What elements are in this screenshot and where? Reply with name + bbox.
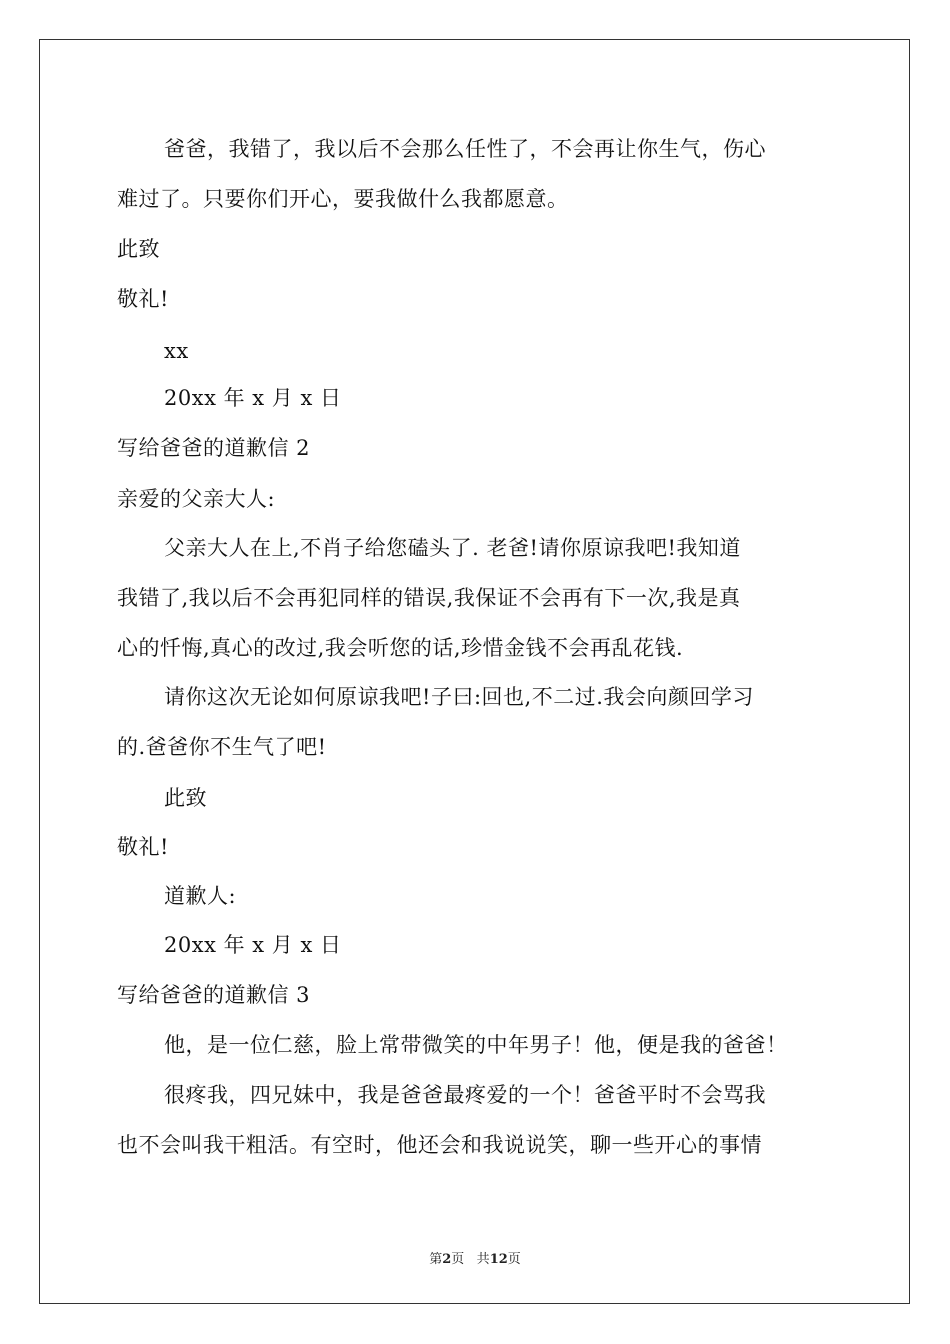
paragraph-line: 父亲大人在上,不肖子给您磕头了. 老爸!请你原谅我吧!我知道 bbox=[164, 536, 741, 560]
greeting-line: 亲爱的父亲大人: bbox=[117, 487, 276, 511]
footer-prefix: 第 bbox=[429, 1252, 443, 1267]
section-title: 写给爸爸的道歉信 3 bbox=[117, 983, 311, 1007]
closing-line: 此致 bbox=[164, 786, 207, 810]
page-footer bbox=[0, 1248, 950, 1267]
paragraph-line: 难过了。只要你们开心，要我做什么我都愿意。 bbox=[117, 187, 569, 211]
salutation-line: 敬礼! bbox=[117, 835, 169, 859]
paragraph-line: 爸爸，我错了，我以后不会那么任性了，不会再让你生气，伤心 bbox=[164, 137, 766, 161]
paragraph-line: 心的忏悔,真心的改过,我会听您的话,珍惜金钱不会再乱花钱. bbox=[117, 636, 684, 660]
section-title: 写给爸爸的道歉信 2 bbox=[117, 436, 311, 460]
paragraph-line: 也不会叫我干粗活。有空时，他还会和我说说笑，聊一些开心的事情 bbox=[117, 1133, 762, 1157]
salutation-line: 敬礼! bbox=[117, 287, 169, 311]
paragraph-line: 的.爸爸你不生气了吧! bbox=[117, 735, 327, 759]
footer-total-unit: 页 bbox=[507, 1252, 521, 1267]
paragraph-line: 他，是一位仁慈，脸上常带微笑的中年男子！他，便是我的爸爸！ bbox=[164, 1033, 788, 1057]
closing-line: 此致 bbox=[117, 237, 160, 261]
date-line: 20xx 年 x 月 x 日 bbox=[164, 386, 342, 410]
paragraph-line: 很疼我，四兄妹中，我是爸爸最疼爱的一个！爸爸平时不会骂我 bbox=[164, 1083, 766, 1107]
footer-page-unit: 页 bbox=[451, 1252, 465, 1267]
paragraph-line: 我错了,我以后不会再犯同样的错误,我保证不会再有下一次,我是真 bbox=[117, 586, 741, 610]
footer-total-pages: 12 bbox=[489, 1252, 508, 1267]
signature-line: 道歉人: bbox=[164, 884, 237, 908]
footer-total-prefix: 共 bbox=[476, 1252, 490, 1267]
footer-page-number: 2 bbox=[442, 1252, 452, 1267]
page-border bbox=[39, 39, 910, 1304]
date-line: 20xx 年 x 月 x 日 bbox=[164, 933, 342, 957]
signature-line: xx bbox=[164, 339, 189, 363]
paragraph-line: 请你这次无论如何原谅我吧!子曰:回也,不二过.我会向颜回学习 bbox=[164, 685, 754, 709]
